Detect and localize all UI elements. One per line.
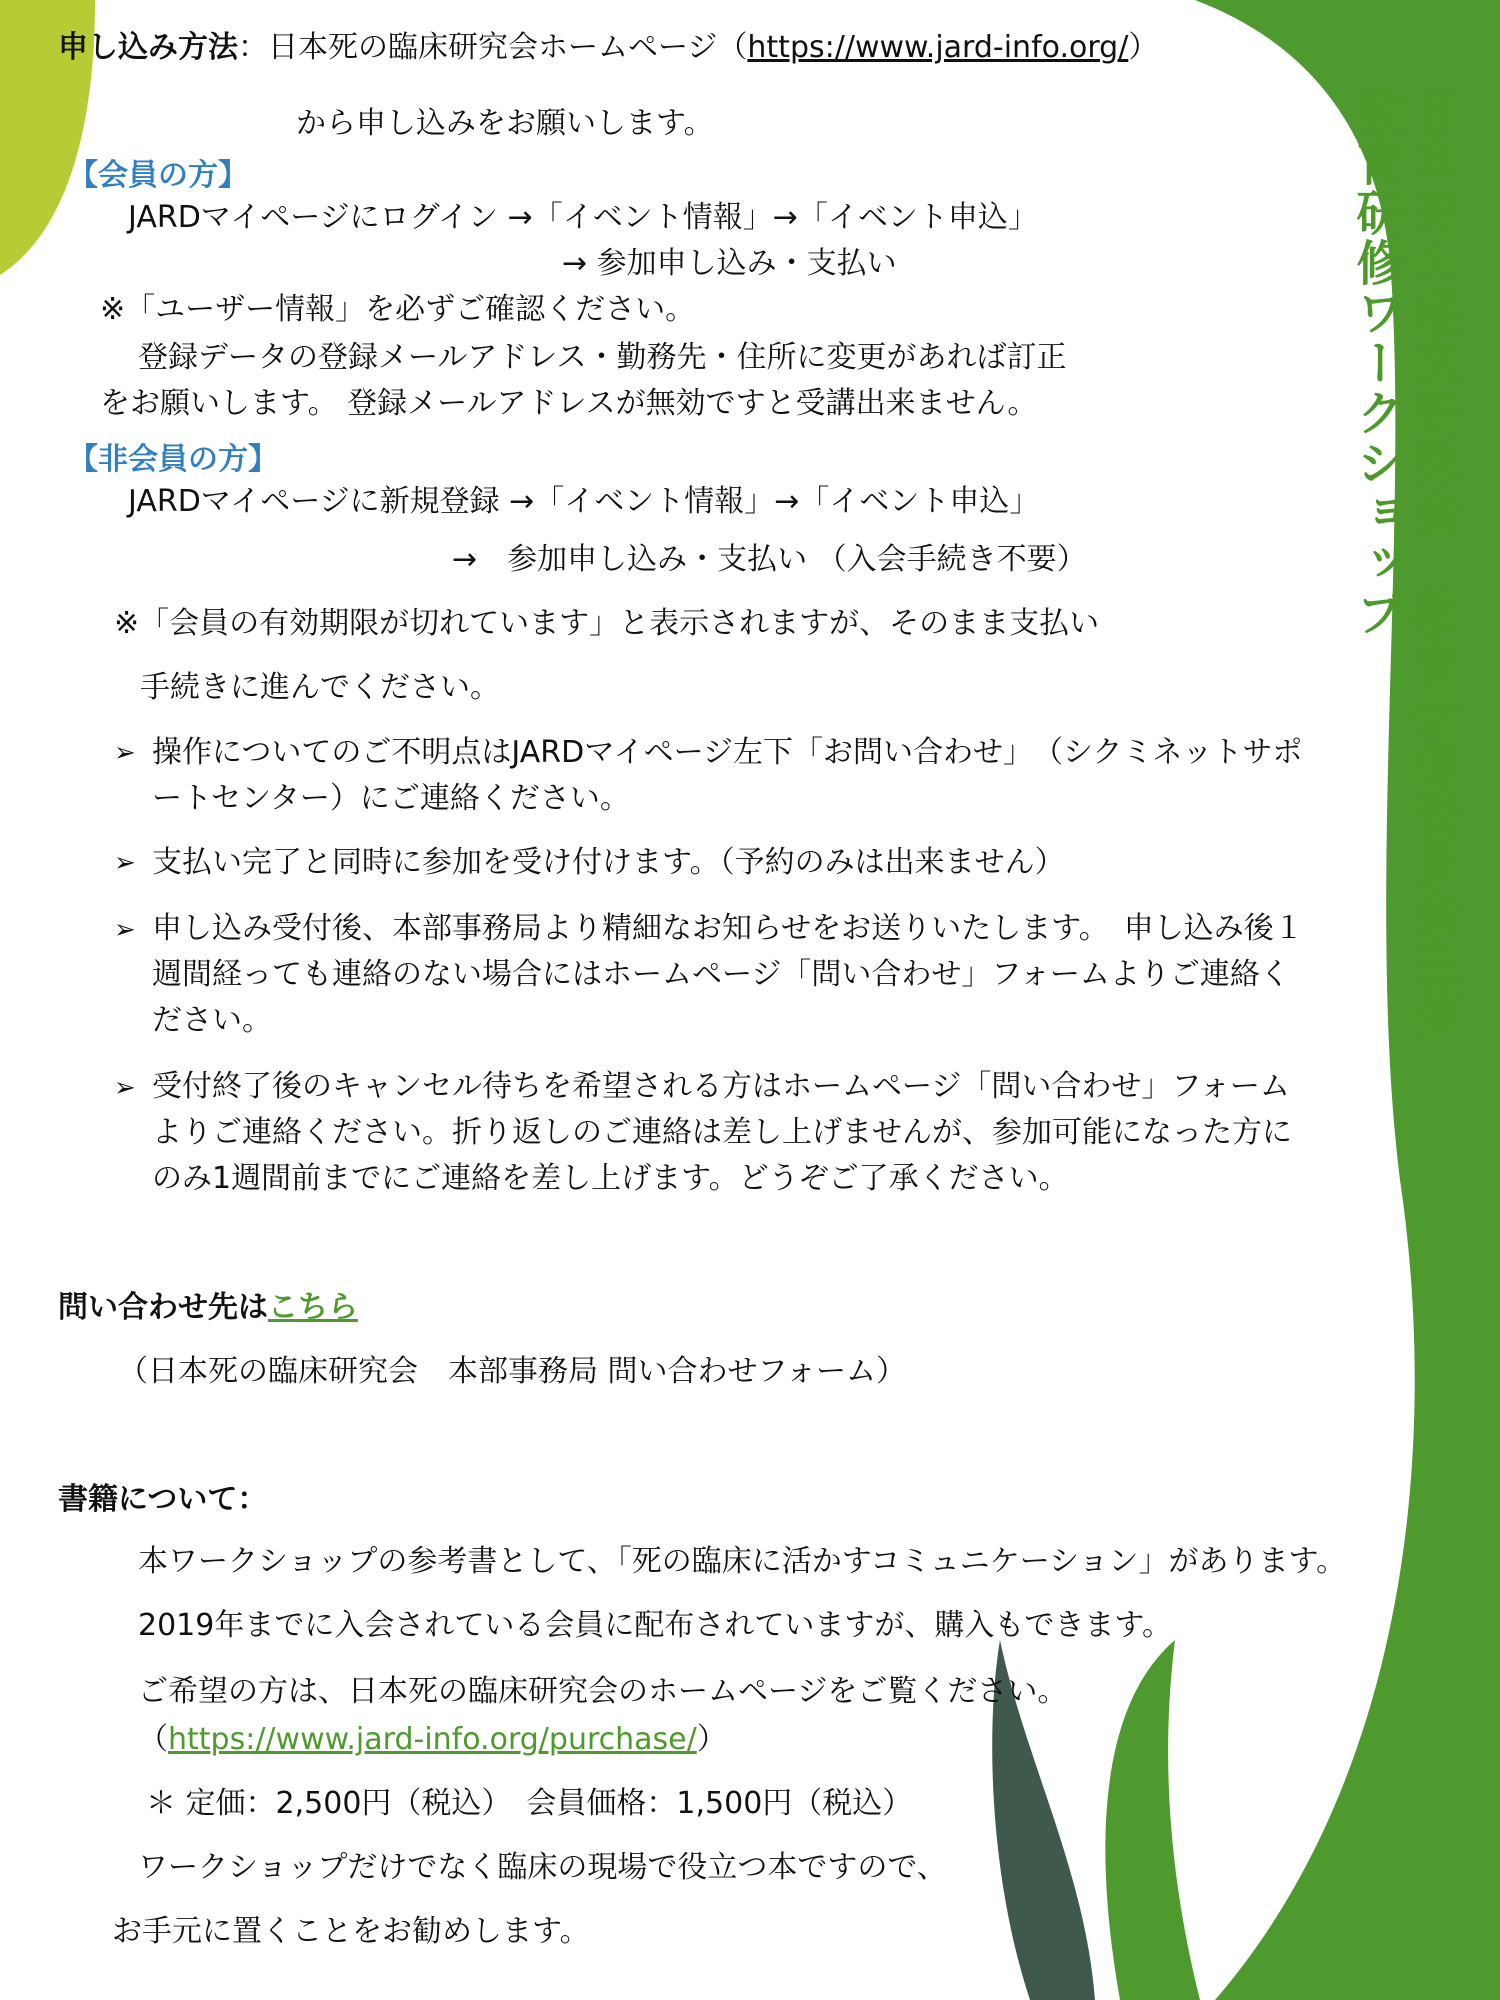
nonmembers-note-2: 手続きに進んでください。 (140, 670, 500, 705)
members-step-2: → 参加申し込み・支払い (562, 246, 897, 281)
members-note-2: 登録データの登録メールアドレス・勤務先・住所に変更があれば訂正 (138, 340, 1067, 375)
books-line-6: お手元に置くことをお勧めします。 (112, 1914, 590, 1949)
purchase-link[interactable]: https://www.jard-info.org/purchase/ (168, 1722, 697, 1757)
contact-line (58, 1288, 358, 1328)
members-note-3: をお願いします。 登録メールアドレスが無効ですと受講出来ません。 (100, 386, 1038, 421)
apply-line (58, 28, 1158, 68)
green-leaf-shape (1105, 1640, 1200, 2000)
contact-link[interactable]: こちら (268, 1290, 358, 1325)
contact-sub: （日本死の臨床研究会 本部事務局 問い合わせフォーム） (118, 1354, 907, 1389)
bullet-item: 支払い完了と同時に参加を受け付けます。（予約のみは出来ません） (152, 845, 1065, 880)
members-note-1: ※「ユーザー情報」を必ずご確認ください。 (100, 292, 696, 327)
apply-line-2: から申し込みをお願いします。 (296, 106, 714, 141)
books-line-5: ワークショップだけでなく臨床の現場で役立つ本ですので、 (138, 1850, 947, 1885)
books-heading: 書籍について： (58, 1482, 268, 1517)
nonmembers-step-2: → 参加申し込み・支払い （入会手続き不要） (452, 542, 1087, 577)
nonmembers-note-1: ※「会員の有効期限が切れています」と表示されますが、そのまま支払い (114, 606, 1100, 641)
arrow-bullet-icon: ➢ (114, 738, 136, 768)
books-line-2: 2019年までに入会されている会員に配布されていますが、購入もできます。 (138, 1608, 1172, 1643)
apply-colon: ： (238, 30, 268, 65)
books-line-1: 本ワークショップの参考書として、「死の臨床に活かすコミュニケーション」があります。 (138, 1544, 1347, 1579)
side-title-organizer: 日本死の臨床研究会 教育研修委員会主催 (1404, 88, 1460, 1038)
books-price: ＊ 定価：2,500円（税込） 会員価格：1,500円（税込） (146, 1786, 913, 1821)
members-heading: 【会員の方】 (68, 158, 248, 193)
side-title-workshop: 教育研修ワークショップ (1348, 88, 1404, 638)
bullet-item: 操作についてのご不明点はJARDマイページ左下「お問い合わせ」 （シクミネットサポートセンター）にご連絡ください。 (152, 735, 1303, 816)
arrow-bullet-icon: ➢ (114, 1073, 136, 1103)
members-step-1: JARDマイページにログイン →「イベント情報」→「イベント申込」 (128, 200, 1038, 235)
homepage-link[interactable]: https://www.jard-info.org/ (747, 30, 1129, 65)
nonmembers-step-1: JARDマイページに新規登録 →「イベント情報」→「イベント申込」 (128, 484, 1040, 519)
apply-label: 申し込み方法 (58, 30, 238, 65)
books-url-open: （ (138, 1722, 168, 1757)
nonmembers-heading: 【非会員の方】 (68, 442, 278, 477)
bullet-item: 申し込み受付後、本部事務局より精細なお知らせをお送りいたします。 申し込み後１週間経っても連絡のない場合にはホームページ「問い合わせ」フォームよりご連絡ください。 (152, 911, 1304, 1038)
books-line-3: ご希望の方は、日本死の臨床研究会のホームページをご覧ください。 (138, 1674, 1068, 1709)
arrow-bullet-icon: ➢ (114, 848, 136, 878)
apply-intro: 日本死の臨床研究会ホームページ（ (268, 30, 748, 65)
books-url-close: ） (696, 1722, 727, 1757)
bullet-item: 受付終了後のキャンセル待ちを希望される方はホームページ「問い合わせ」フォームよりご連絡ください。折り返しのご連絡は差し上げませんが、参加可能になった方にのみ1週間前までにご連絡を差し上げます。どうぞご了承ください。 (152, 1069, 1292, 1196)
books-url-line (138, 1720, 727, 1760)
arrow-bullet-icon: ➢ (114, 915, 136, 945)
apply-close: ） (1128, 30, 1159, 65)
contact-label: 問い合わせ先は (58, 1290, 268, 1325)
